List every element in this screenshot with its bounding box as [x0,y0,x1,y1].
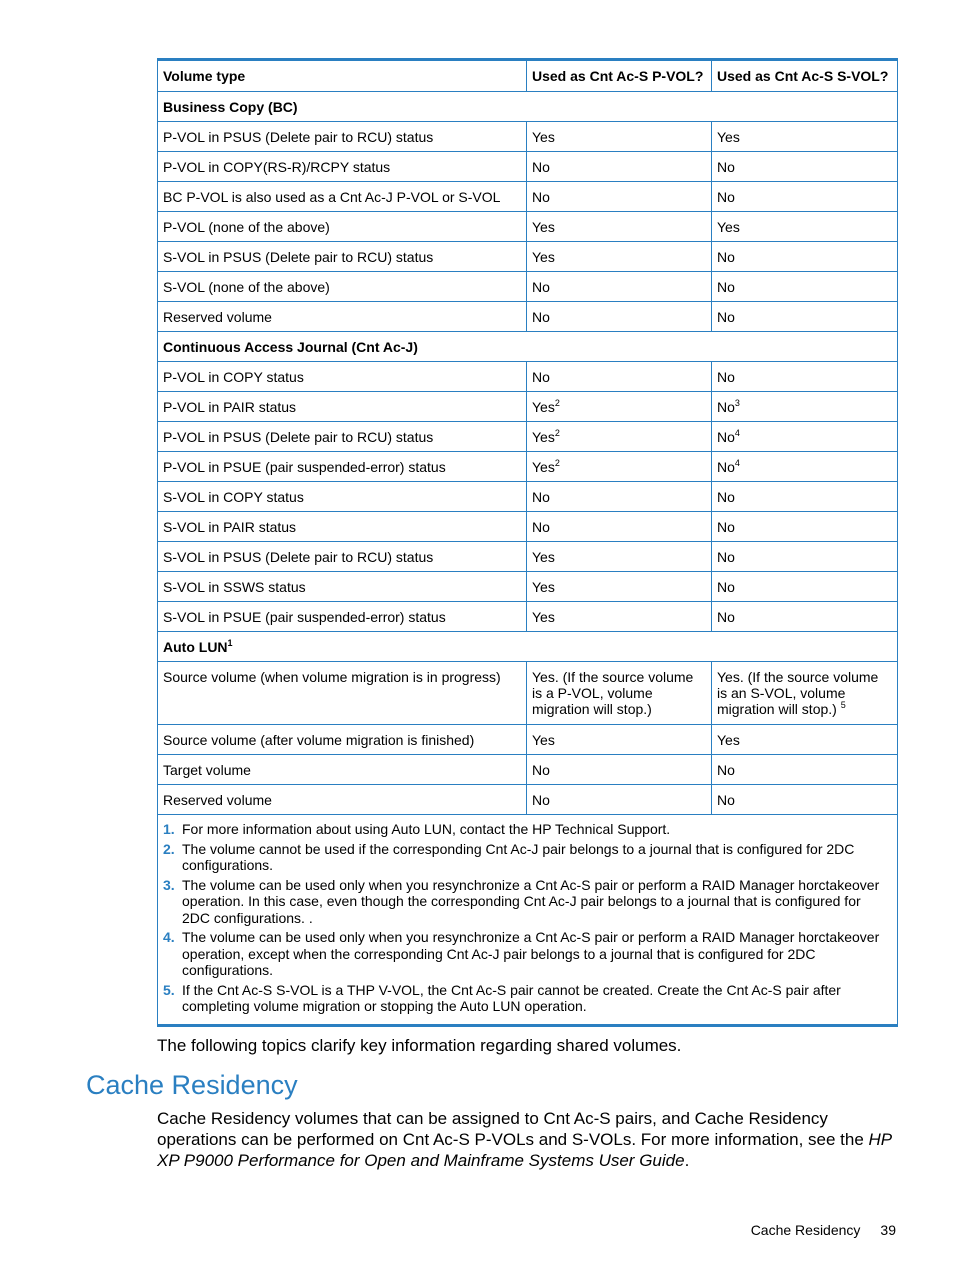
pvol-cell [527,182,712,212]
svol-cell [712,542,898,572]
table-header-row [158,60,898,92]
footnote-ref: 4 [734,457,740,468]
body-text: Cache Residency volumes that can be assigned to Cnt Ac-S pairs, and Cache Residency operations can be performed on Cnt Ac-S P-VOLs and S-VOLs. For more information, see the [157,1109,869,1149]
volume-type-cell: S-VOL in SSWS status [158,572,527,602]
footnote-text: If the Cnt Ac-S S-VOL is a THP V-VOL, the Cnt Ac-S pair cannot be created. Create the Cnt Ac-S pair after completing volume migration or stopping the Auto LUN operation. [182,981,841,1014]
svol-cell [712,725,898,755]
footnote-item [163,982,892,1015]
svol-value: No [717,368,735,385]
svol-value: No [717,398,735,415]
table-row [158,182,898,212]
svol-value: No [717,488,735,505]
svol-value: Yes [717,128,740,145]
svol-value: No [717,158,735,175]
volume-type-cell: P-VOL in PSUE (pair suspended-error) status [158,452,527,482]
pvol-value: Yes [532,428,555,445]
volume-type-cell: P-VOL in PSUS (Delete pair to RCU) status [158,122,527,152]
section-row [158,92,898,122]
footnote-ref: 2 [554,457,560,468]
volume-type-cell: S-VOL (none of the above) [158,272,527,302]
pvol-value: Yes [532,578,555,595]
footnote-number: 3. [163,876,175,893]
volume-type-cell: Reserved volume [158,785,527,815]
svol-value: Yes [717,218,740,235]
table-row [158,242,898,272]
table-row [158,602,898,632]
body-text-end: . [684,1151,690,1170]
section-title [158,632,898,662]
pvol-cell [527,542,712,572]
section-row [158,332,898,362]
volume-type-cell: S-VOL in PAIR status [158,512,527,542]
footnote-text: The volume cannot be used if the corresponding Cnt Ac-J pair belongs to a journal that is configured for 2DC configurations. [182,840,855,873]
svol-cell [712,392,898,422]
pvol-cell [527,512,712,542]
pvol-value: Yes [532,218,555,235]
pvol-value: Yes [532,548,555,565]
volume-type-cell: S-VOL in COPY status [158,482,527,512]
pvol-cell [527,212,712,242]
table-row [158,725,898,755]
table-row [158,392,898,422]
svol-value: No [717,248,735,265]
svol-value: No [717,458,735,475]
footnote-number: 4. [163,929,175,945]
svol-cell [712,362,898,392]
volume-type-cell: S-VOL in PSUS (Delete pair to RCU) status [158,242,527,272]
footnote-text: The volume can be used only when you resynchronize a Cnt Ac-S pair or perform a RAID Manager horctakeover operation, except when the corresponding Cnt Ac-J pair belongs to a journal that is configured for 2DC configurations. [182,929,880,978]
svol-cell [712,785,898,815]
page-number: 39 [880,1222,896,1238]
table-row [158,122,898,152]
footnote-text: The volume can be used only when you resynchronize a Cnt Ac-S pair or perform a RAID Manager horctakeover operation. In this case, even though the corresponding Cnt Ac-J pair belongs to a journal that is configured for 2DC configurations. . [182,876,880,926]
svol-cell [712,602,898,632]
section-title [158,332,898,362]
pvol-cell [527,272,712,302]
volume-type-cell: S-VOL in PSUE (pair suspended-error) status [158,602,527,632]
pvol-value: No [532,488,550,505]
svol-cell [712,662,898,725]
svol-value: Yes. (If the source volume is an S-VOL, volume migration will stop.) [717,669,879,717]
section-heading: Cache Residency [86,1070,298,1100]
svol-value: No [717,761,735,778]
footer-section: Cache Residency [750,1222,861,1238]
footnote-item [163,877,892,927]
svol-cell [712,572,898,602]
volume-type-cell: P-VOL in COPY status [158,362,527,392]
table-row [158,512,898,542]
svol-cell [712,452,898,482]
shared-volumes-table-wrapper [157,58,897,1027]
notes-cell [158,815,898,1026]
pvol-cell [527,152,712,182]
pvol-value: No [532,368,550,385]
table-row [158,572,898,602]
footnote-ref: 2 [554,427,560,438]
pvol-value: No [532,278,550,295]
table-row [158,662,898,725]
volume-type-cell: S-VOL in PSUS (Delete pair to RCU) status [158,542,527,572]
table-row [158,272,898,302]
header-volume-type: Volume type [158,60,527,92]
svol-cell [712,122,898,152]
footnote-text: For more information about using Auto LUN, contact the HP Technical Support. [182,821,671,837]
table-row [158,785,898,815]
pvol-cell [527,482,712,512]
svol-value: No [717,428,735,445]
footnote-number: 2. [163,840,175,857]
svol-value: No [717,608,735,625]
svol-cell [712,242,898,272]
pvol-cell [527,662,712,725]
table-row [158,452,898,482]
footnote-ref: 3 [734,397,740,408]
pvol-value: Yes [532,731,555,748]
table-row [158,542,898,572]
pvol-value: No [532,188,550,205]
volume-type-cell: P-VOL (none of the above) [158,212,527,242]
volume-type-cell: Target volume [158,755,527,785]
svol-value: No [717,548,735,565]
table-row [158,362,898,392]
pvol-value: No [532,158,550,175]
pvol-cell [527,122,712,152]
pvol-value: No [532,308,550,325]
pvol-value: Yes [532,608,555,625]
footnote-ref: 2 [554,397,560,408]
header-svol: Used as Cnt Ac-S S-VOL? [712,60,898,92]
table-row [158,302,898,332]
svol-cell [712,422,898,452]
svol-value: No [717,518,735,535]
footnote-item [163,821,892,838]
shared-volumes-table [157,58,898,1027]
pvol-cell [527,362,712,392]
svol-cell [712,212,898,242]
volume-type-cell: BC P-VOL is also used as a Cnt Ac-J P-VOL or S-VOL [158,182,527,212]
table-row [158,152,898,182]
volume-type-cell: P-VOL in COPY(RS-R)/RCPY status [158,152,527,182]
section-title [158,92,898,122]
svol-cell [712,152,898,182]
pvol-cell [527,785,712,815]
pvol-cell [527,452,712,482]
header-pvol: Used as Cnt Ac-S P-VOL? [527,60,712,92]
intro-paragraph: The following topics clarify key information regarding shared volumes. [157,1036,682,1055]
page-footer [751,1222,896,1238]
pvol-value: Yes. (If the source volume is a P-VOL, volume migration will stop.) [532,669,694,717]
table-row [158,482,898,512]
pvol-cell [527,725,712,755]
svol-cell [712,182,898,212]
svol-cell [712,272,898,302]
table-row [158,422,898,452]
pvol-value: Yes [532,248,555,265]
table-row [158,212,898,242]
svol-value: No [717,578,735,595]
pvol-value: Yes [532,458,555,475]
svol-cell [712,512,898,542]
pvol-cell [527,602,712,632]
pvol-cell [527,392,712,422]
section-row [158,632,898,662]
svol-value: No [717,188,735,205]
pvol-value: Yes [532,398,555,415]
pvol-value: No [532,791,550,808]
body-paragraph [157,1108,902,1171]
svol-value: No [717,791,735,808]
svol-cell [712,302,898,332]
svol-value: No [717,278,735,295]
pvol-cell [527,755,712,785]
notes-row [158,815,898,1026]
volume-type-cell: Source volume (after volume migration is finished) [158,725,527,755]
footnote-item [163,929,892,979]
section-title-text: Continuous Access Journal (Cnt Ac-J) [163,338,418,355]
volume-type-cell: Reserved volume [158,302,527,332]
svol-cell [712,755,898,785]
footnotes-list [163,821,892,1015]
footnote-ref: 1 [227,637,233,648]
volume-type-cell: Source volume (when volume migration is in progress) [158,662,527,725]
footnote-ref: 5 [840,700,846,710]
footnote-ref: 4 [734,427,740,438]
guide-title: HP XP P9000 Performance for Open and Mainframe Systems User Guide [157,1130,892,1170]
section-title-text: Business Copy (BC) [163,98,298,115]
footnote-number: 1. [163,821,175,837]
pvol-value: No [532,518,550,535]
pvol-cell [527,422,712,452]
pvol-value: Yes [532,128,555,145]
svol-value: No [717,308,735,325]
volume-type-cell: P-VOL in PAIR status [158,392,527,422]
table-row [158,755,898,785]
svol-cell [712,482,898,512]
section-title-text: Auto LUN [163,638,228,655]
footnote-number: 5. [163,981,175,998]
svol-value: Yes [717,731,740,748]
table-body [158,92,898,1026]
pvol-value: No [532,761,550,778]
footnote-item [163,841,892,874]
pvol-cell [527,302,712,332]
pvol-cell [527,242,712,272]
pvol-cell [527,572,712,602]
volume-type-cell: P-VOL in PSUS (Delete pair to RCU) status [158,422,527,452]
